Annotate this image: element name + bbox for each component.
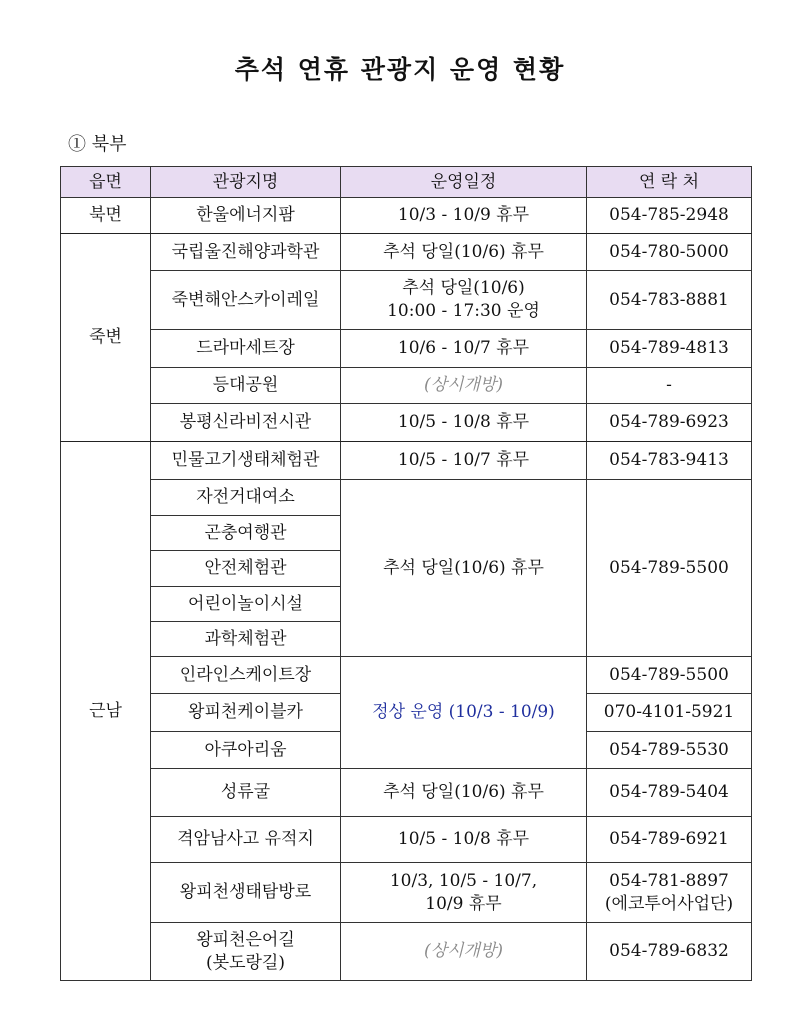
site-name-cell: 등대공원 [151, 368, 341, 404]
header-town: 읍면 [61, 167, 151, 198]
site-name-cell: 국립울진해양과학관 [151, 234, 341, 271]
contact-cell: 054-780-5000 [587, 234, 752, 271]
schedule-line: 10/9 휴무 [425, 893, 502, 914]
table-header-row [61, 167, 752, 198]
town-cell: 북면 [61, 198, 151, 234]
contact-cell: 054-789-6923 [587, 404, 752, 442]
table-row [61, 271, 752, 330]
contact-cell: 054-789-4813 [587, 330, 752, 368]
site-name-cell: 곤충여행관 [151, 516, 341, 551]
table-row [61, 657, 752, 694]
site-name-line: 왕피천은어길 [196, 929, 295, 950]
table-row [61, 817, 752, 863]
site-name-cell [151, 923, 341, 981]
site-name-cell: 안전체험관 [151, 551, 341, 587]
schedule-cell: (상시개방) [341, 923, 587, 981]
site-name-cell: 아쿠아리움 [151, 732, 341, 769]
section-heading: ① 북부 [68, 134, 127, 155]
schedule-line: 추석 당일(10/6) [402, 278, 525, 299]
page-title: 추석 연휴 관광지 운영 현황 [234, 55, 566, 84]
schedule-cell: 정상 운영 (10/3 - 10/9) [341, 657, 587, 769]
contact-cell: 054-789-5500 [587, 657, 752, 694]
contact-line: 054-781-8897 [609, 870, 729, 891]
schedule-line: 10:00 - 17:30 운영 [387, 301, 540, 321]
schedule-cell: 추석 당일(10/6) 휴무 [341, 480, 587, 657]
tourist-sites-table [60, 166, 752, 981]
town-cell: 죽변 [61, 234, 151, 442]
site-name-cell: 인라인스케이트장 [151, 657, 341, 694]
schedule-cell: 추석 당일(10/6) 휴무 [341, 234, 587, 271]
site-name-cell: 자전거대여소 [151, 480, 341, 516]
schedule-cell [341, 863, 587, 923]
contact-cell: 054-783-8881 [587, 271, 752, 330]
header-contact: 연 락 처 [587, 167, 752, 198]
table-row [61, 198, 752, 234]
schedule-cell: 10/6 - 10/7 휴무 [341, 330, 587, 368]
table-row [61, 923, 752, 981]
schedule-cell: 추석 당일(10/6) 휴무 [341, 769, 587, 817]
table-row [61, 863, 752, 923]
contact-cell: 070-4101-5921 [587, 694, 752, 732]
schedule-cell: (상시개방) [341, 368, 587, 404]
contact-cell: - [587, 368, 752, 404]
contact-cell: 054-789-5530 [587, 732, 752, 769]
site-name-cell: 왕피천케이블카 [151, 694, 341, 732]
table-row [61, 769, 752, 817]
schedule-cell: 10/5 - 10/7 휴무 [341, 442, 587, 480]
table-row [61, 368, 752, 404]
contact-cell: 054-789-6921 [587, 817, 752, 863]
contact-cell: 054-789-5500 [587, 480, 752, 657]
contact-cell: 054-783-9413 [587, 442, 752, 480]
site-name-cell: 드라마세트장 [151, 330, 341, 368]
table-row [61, 442, 752, 480]
schedule-cell: 10/3 - 10/9 휴무 [341, 198, 587, 234]
table-row [61, 330, 752, 368]
site-name-cell: 왕피천생태탐방로 [151, 863, 341, 923]
site-name-cell: 어린이놀이시설 [151, 587, 341, 622]
schedule-cell: 10/5 - 10/8 휴무 [341, 817, 587, 863]
schedule-line: 10/3, 10/5 - 10/7, [389, 870, 538, 891]
site-name-cell: 죽변해안스카이레일 [151, 271, 341, 330]
site-name-cell: 성류굴 [151, 769, 341, 817]
town-cell: 근남 [61, 442, 151, 981]
site-name-cell: 과학체험관 [151, 622, 341, 657]
contact-line: (에코투어사업단) [604, 893, 734, 914]
site-name-cell: 한울에너지팜 [151, 198, 341, 234]
table-row [61, 480, 752, 516]
schedule-cell [341, 271, 587, 330]
contact-cell: 054-789-5404 [587, 769, 752, 817]
site-name-cell: 민물고기생태체험관 [151, 442, 341, 480]
site-name-cell: 봉평신라비전시관 [151, 404, 341, 442]
contact-cell [587, 863, 752, 923]
header-schedule: 운영일정 [341, 167, 587, 198]
table-row [61, 404, 752, 442]
contact-cell: 054-789-6832 [587, 923, 752, 981]
table-row [61, 234, 752, 271]
contact-cell: 054-785-2948 [587, 198, 752, 234]
schedule-cell: 10/5 - 10/8 휴무 [341, 404, 587, 442]
header-site-name: 관광지명 [151, 167, 341, 198]
site-name-cell: 격암남사고 유적지 [151, 817, 341, 863]
site-name-line: (봇도랑길) [206, 952, 285, 973]
